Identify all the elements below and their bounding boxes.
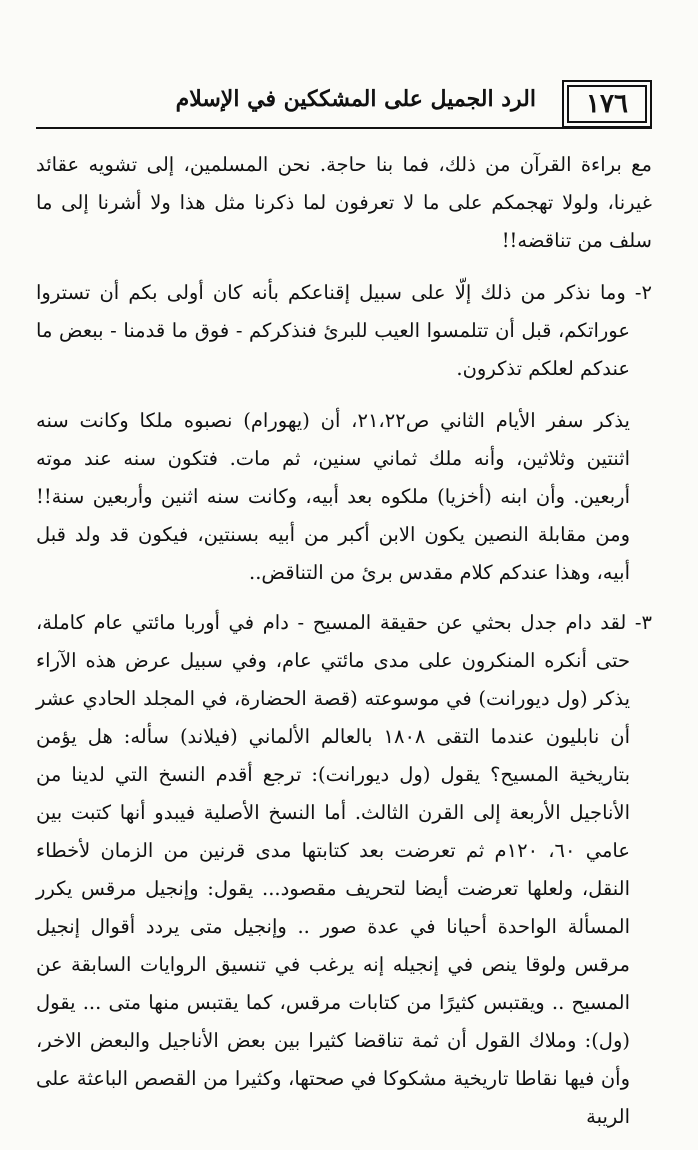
running-title: الرد الجميل على المشككين في الإسلام bbox=[175, 86, 536, 112]
paragraph-4-numbered: ٣- لقد دام جدل بحثي عن حقيقة المسيح - دام في أوربا مائتي عام كاملة، حتى أنكره المنكرون على مدى مائتي عام، وفي سبيل عرض هذه الآراء يذكر (ول ديورانت) في موسوعته (قصة الحضارة، في المجلد الحادي عشر أن نابليون عندما التقى ١٨٠٨ بالعالم الألماني (فيلاند) سأله: هل يؤمن بتاريخية المسيح؟ يقول (ول ديورانت): ترجع أقدم النسخ التي لدينا من الأناجيل الأربعة إلى القرن الثالث. أما النسخ الأصلية فيبدو أنها كتبت بين عامي ٦٠، ١٢٠م ثم تعرضت بعد كتابتها مدى قرنين من الزمان لأخطاء النقل، ولعلها تعرضت أيضا لتحريف مقصود... يقول: وإنجيل مرقس يكرر المسألة الواحدة أحيانا في عدة صور .. وإنجيل متى يردد أقوال إنجيل مرقس ولوقا ينص في إنجيله إنه يرغب في تنسيق الروايات السابقة عن المسيح .. ويقتبس كثيرًا من كتابات مرقس، كما يقتبس منها متى ... يقول (ول): وملاك القول أن ثمة تناقضا كثيرا بين بعض الأناجيل والبعض الاخر، وأن فيها نقاطا تاريخية مشكوكا في صحتها، وكثيرا من القصص الباعثة على الريبة bbox=[36, 611, 652, 1128]
page-number-box: ١٧٦ bbox=[562, 80, 652, 128]
paragraph-2-numbered: ٢- وما نذكر من ذلك إلّا على سبيل إقناعكم بأنه كان أولى بكم أن تستروا عوراتكم، قبل أن تتلمسوا العيب للبرئ فنذكركم - فوق ما قدمنا - ببعض ما عندكم لعلكم تذكرون. bbox=[36, 281, 652, 380]
page-body bbox=[36, 146, 652, 1150]
paragraph-1: مع براءة القرآن من ذلك، فما بنا حاجة. نحن المسلمين، إلى تشويه عقائد غيرنا، ولولا تهجمكم على ما لا تعرفون لما ذكرنا مثل هذا ولا أشرنا إلى ما سلف من تناقضه!! bbox=[36, 153, 652, 252]
page-header bbox=[36, 80, 652, 128]
header-rule bbox=[36, 127, 652, 129]
paragraph-3: يذكر سفر الأيام الثاني ص٢١،٢٢، أن (يهورام) نصبوه ملكا وكانت سنه اثنتين وثلاثين، وأنه ملك ثماني سنين، ثم مات. فتكون سنه عند موته أربعين. وأن ابنه (أخزيا) ملكوه بعد أبيه، وكانت سنه اثنين وأربعين سنة!! ومن مقابلة النصين يكون الابن أكبر من أبيه بسنتين، فيكون قد ولد قبل أبيه، وهذا عندكم كلام مقدس برئ من التناقض.. bbox=[36, 409, 630, 584]
